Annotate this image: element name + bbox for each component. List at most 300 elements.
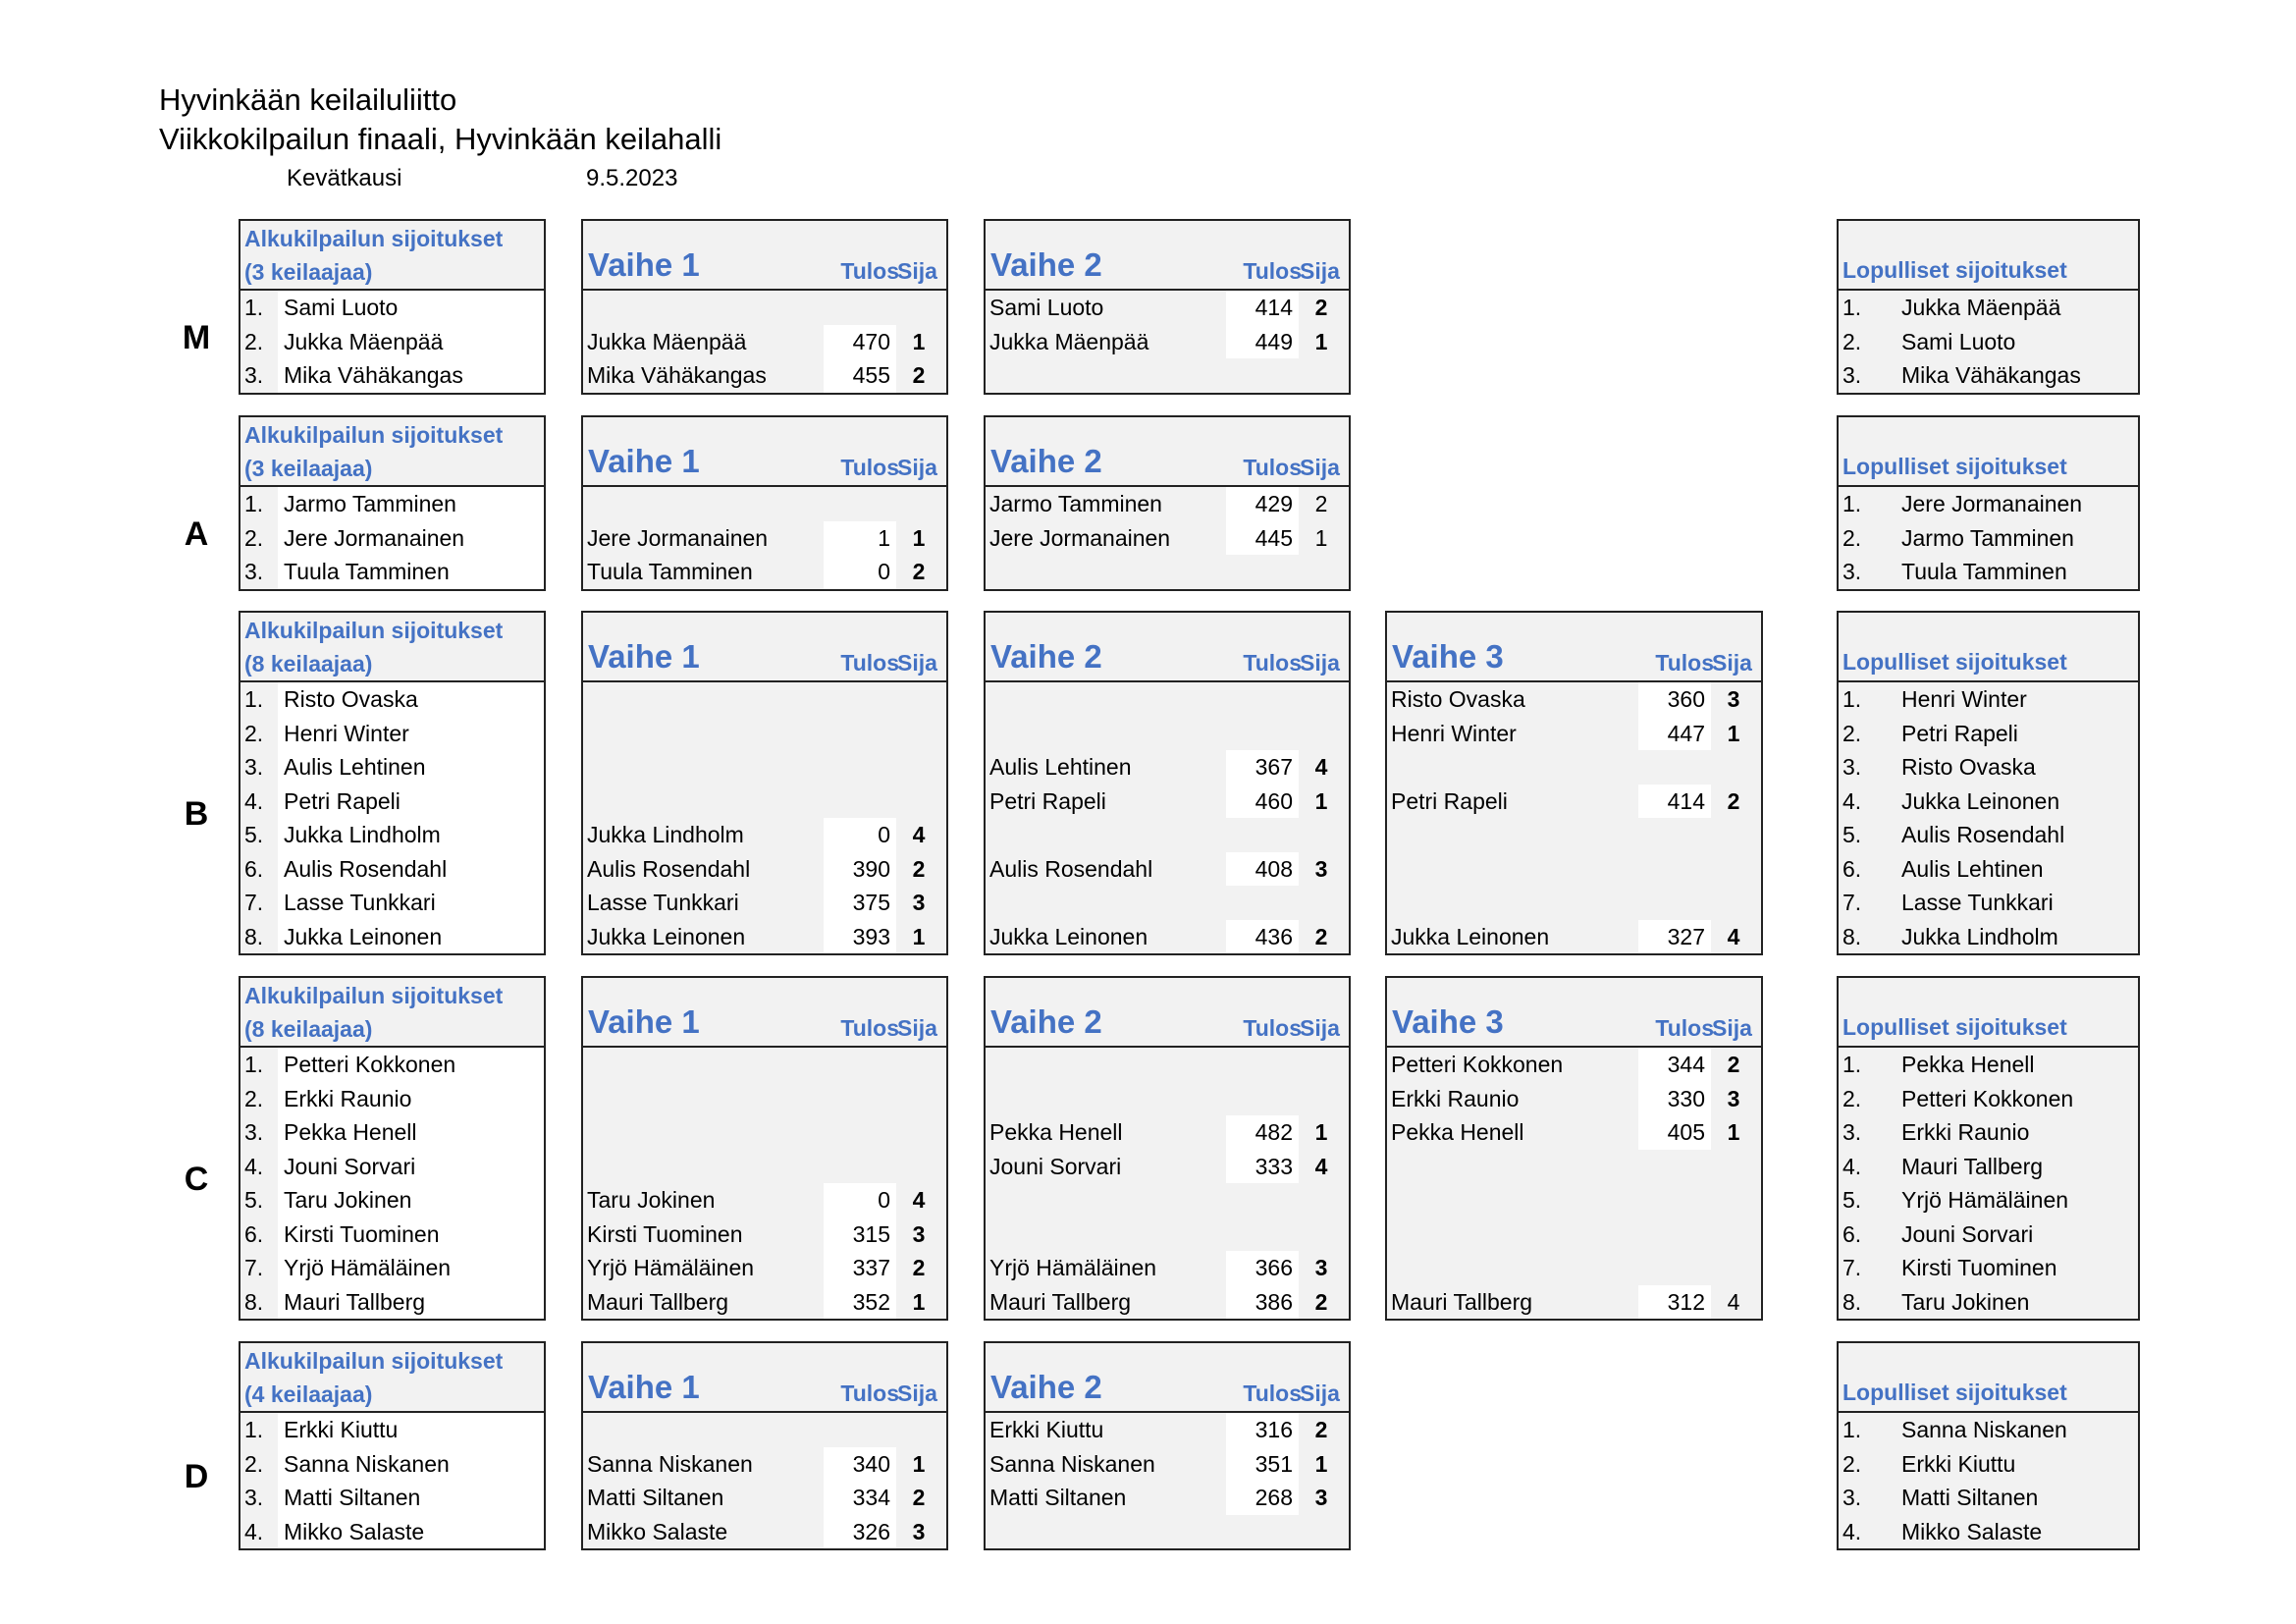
rank-value: 1 <box>1727 1119 1740 1145</box>
table-body <box>986 682 1349 953</box>
table-header <box>1387 978 1761 1048</box>
stage-2-table <box>984 611 1351 955</box>
table-row <box>1839 1150 2138 1184</box>
rank-value: 3 <box>1314 1485 1328 1510</box>
final-title: Lopulliset sijoitukset <box>1842 257 2067 283</box>
column-header-score: Tulos <box>1655 650 1714 676</box>
rank-value: 2 <box>1314 295 1328 320</box>
table-header <box>986 1343 1349 1413</box>
organization-title: Hyvinkään keilailuliitto <box>159 82 457 117</box>
stage-2-table <box>984 1341 1351 1550</box>
table-header <box>986 221 1349 291</box>
player-name: Petteri Kokkonen <box>1901 1085 2074 1111</box>
rank-number: 1. <box>244 491 264 516</box>
table-body <box>1839 682 2138 953</box>
category-label: B <box>184 795 209 833</box>
rank-value: 1 <box>912 1450 926 1477</box>
score-value: 390 <box>824 852 896 887</box>
score-value: 326 <box>824 1515 896 1549</box>
preliminary-rankings-table <box>239 219 546 395</box>
table-row <box>240 1150 544 1184</box>
table-row <box>986 487 1349 521</box>
rank-value: 1 <box>912 328 926 354</box>
score-value: 375 <box>824 886 896 920</box>
table-row <box>1839 555 2138 589</box>
table-row <box>583 818 946 852</box>
table-row <box>240 1082 544 1116</box>
final-title: Lopulliset sijoitukset <box>1842 1014 2067 1040</box>
stage-title: Vaihe 1 <box>588 1369 700 1405</box>
rank-number: 4. <box>1842 1153 1862 1179</box>
player-name: Aulis Rosendahl <box>284 855 448 882</box>
table-row <box>583 1285 946 1320</box>
score-value: 315 <box>824 1218 896 1252</box>
table-header <box>240 978 544 1048</box>
column-header-rank: Sija <box>1300 258 1340 284</box>
player-name: Sanna Niskanen <box>1901 1417 2067 1442</box>
rank-number: 6. <box>244 855 264 882</box>
player-name: Matti Siltanen <box>587 1485 724 1510</box>
rank-value: 1 <box>1314 524 1328 551</box>
score-value: 414 <box>1638 785 1711 819</box>
rank-number: 1. <box>1842 1417 1862 1442</box>
table-row <box>986 521 1349 556</box>
stage-1-table <box>581 976 948 1321</box>
player-name: Tuula Tamminen <box>284 559 450 584</box>
stage-2-table <box>984 415 1351 591</box>
rank-number: 6. <box>1842 855 1862 882</box>
rank-value: 1 <box>1314 1119 1328 1145</box>
table-body <box>240 682 544 953</box>
column-header-score: Tulos <box>840 650 899 676</box>
rank-number: 8. <box>1842 1288 1862 1315</box>
score-value: 268 <box>1226 1481 1299 1515</box>
final-rankings-table <box>1837 976 2140 1321</box>
stage-title: Vaihe 2 <box>990 443 1102 479</box>
table-body <box>1839 1048 2138 1319</box>
stage-title: Vaihe 1 <box>588 443 700 479</box>
table-row <box>583 1447 946 1482</box>
score-value: 366 <box>1226 1251 1299 1285</box>
player-name: Mikko Salaste <box>284 1518 425 1544</box>
player-name: Mika Vähäkangas <box>284 362 463 388</box>
table-row <box>583 920 946 954</box>
rank-value: 1 <box>912 1288 926 1315</box>
rank-number: 4. <box>244 1153 264 1179</box>
player-name: Erkki Raunio <box>284 1085 412 1111</box>
table-row <box>1839 785 2138 819</box>
table-row <box>583 886 946 920</box>
table-row <box>1839 682 2138 717</box>
player-name: Jukka Lindholm <box>587 822 744 847</box>
rank-number: 6. <box>1842 1220 1862 1247</box>
table-row <box>240 1481 544 1515</box>
preliminary-rankings-table <box>239 415 546 591</box>
rank-value: 2 <box>1727 1052 1740 1077</box>
table-row <box>240 750 544 785</box>
prelim-subtitle: (3 keilaajaa) <box>244 456 373 481</box>
table-row <box>240 1285 544 1320</box>
score-value: 312 <box>1638 1285 1711 1320</box>
prelim-subtitle: (8 keilaajaa) <box>244 651 373 677</box>
player-name: Aulis Lehtinen <box>989 754 1132 780</box>
player-name: Aulis Lehtinen <box>284 754 426 780</box>
score-value: 334 <box>824 1481 896 1515</box>
table-header <box>1839 221 2138 291</box>
player-name: Pekka Henell <box>989 1119 1123 1145</box>
rank-number: 6. <box>244 1220 264 1247</box>
score-value: 367 <box>1226 750 1299 785</box>
column-header-rank: Sija <box>1300 1015 1340 1041</box>
player-name: Erkki Kiuttu <box>284 1417 399 1442</box>
score-value: 460 <box>1226 785 1299 819</box>
table-row <box>583 1218 946 1252</box>
player-name: Jere Jormanainen <box>1901 491 2083 516</box>
score-value: 447 <box>1638 717 1711 751</box>
table-row <box>986 1115 1349 1150</box>
score-value: 333 <box>1226 1150 1299 1184</box>
final-rankings-table <box>1837 611 2140 955</box>
prelim-subtitle: (8 keilaajaa) <box>244 1016 373 1042</box>
table-row <box>583 521 946 556</box>
table-row <box>240 1183 544 1218</box>
table-row <box>1839 886 2138 920</box>
rank-value: 4 <box>1727 1288 1740 1315</box>
table-header <box>583 1343 946 1413</box>
table-row <box>1839 1285 2138 1320</box>
player-name: Lasse Tunkkari <box>284 890 436 915</box>
rank-value: 1 <box>1314 787 1328 814</box>
rank-value: 1 <box>912 923 926 949</box>
player-name: Jere Jormanainen <box>284 524 465 551</box>
player-name: Mauri Tallberg <box>587 1288 729 1315</box>
rank-value: 1 <box>1314 328 1328 354</box>
table-row <box>240 717 544 751</box>
rank-value: 1 <box>912 524 926 551</box>
player-name: Matti Siltanen <box>989 1485 1127 1510</box>
rank-number: 2. <box>244 720 264 746</box>
table-body <box>1387 1048 1761 1319</box>
category-label: A <box>184 514 209 553</box>
table-row <box>240 1251 544 1285</box>
rank-number: 2. <box>1842 720 1862 746</box>
column-header-rank: Sija <box>897 650 937 676</box>
table-row <box>1387 920 1761 954</box>
rank-number: 3. <box>244 362 264 388</box>
player-name: Jarmo Tamminen <box>1901 524 2074 551</box>
table-row <box>1387 1048 1761 1082</box>
rank-number: 1. <box>244 1417 264 1442</box>
rank-number: 7. <box>1842 890 1862 915</box>
final-rankings-table <box>1837 1341 2140 1550</box>
table-row <box>1839 920 2138 954</box>
column-header-score: Tulos <box>1655 1015 1714 1041</box>
rank-value: 4 <box>912 822 926 847</box>
table-header <box>583 613 946 682</box>
stage-title: Vaihe 2 <box>990 1003 1102 1040</box>
table-row <box>986 785 1349 819</box>
player-name: Yrjö Hämäläinen <box>284 1255 452 1280</box>
table-row <box>240 1048 544 1082</box>
player-name: Jarmo Tamminen <box>284 491 456 516</box>
table-body <box>986 291 1349 393</box>
score-value: 337 <box>824 1251 896 1285</box>
player-name: Sanna Niskanen <box>587 1450 753 1477</box>
player-name: Matti Siltanen <box>1901 1485 2039 1510</box>
rank-number: 2. <box>1842 328 1862 354</box>
rank-value: 2 <box>912 362 926 388</box>
table-row <box>986 1285 1349 1320</box>
category-label: C <box>184 1161 209 1198</box>
table-row <box>986 325 1349 359</box>
final-title: Lopulliset sijoitukset <box>1842 454 2067 479</box>
table-row <box>240 1413 544 1447</box>
rank-number: 2. <box>244 524 264 551</box>
rank-number: 2. <box>1842 524 1862 551</box>
table-row <box>1839 1048 2138 1082</box>
table-row <box>1387 785 1761 819</box>
table-row <box>240 852 544 887</box>
table-row <box>1387 717 1761 751</box>
table-row <box>1387 682 1761 717</box>
player-name: Erkki Kiuttu <box>1901 1450 2016 1477</box>
table-row <box>583 852 946 887</box>
column-header-rank: Sija <box>1712 1015 1752 1041</box>
player-name: Petri Rapeli <box>989 787 1106 814</box>
rank-value: 4 <box>1727 923 1740 949</box>
player-name: Jukka Leinonen <box>1901 787 2060 814</box>
table-row <box>1839 1413 2138 1447</box>
stage-2-table <box>984 976 1351 1321</box>
season-label: Kevätkausi <box>287 165 402 191</box>
player-name: Kirsti Tuominen <box>284 1220 440 1247</box>
table-row <box>583 1481 946 1515</box>
rank-value: 1 <box>1314 1450 1328 1477</box>
prelim-subtitle: (3 keilaajaa) <box>244 259 373 285</box>
table-row <box>1839 487 2138 521</box>
table-body <box>240 1048 544 1319</box>
score-value: 470 <box>824 325 896 359</box>
table-row <box>583 325 946 359</box>
player-name: Mika Vähäkangas <box>587 362 767 388</box>
score-value: 405 <box>1638 1115 1711 1150</box>
table-header <box>1839 613 2138 682</box>
score-value: 352 <box>824 1285 896 1320</box>
player-name: Yrjö Hämäläinen <box>587 1255 755 1280</box>
score-value: 0 <box>824 818 896 852</box>
table-row <box>583 358 946 393</box>
table-header <box>1839 978 2138 1048</box>
player-name: Tuula Tamminen <box>1901 559 2067 584</box>
stage-3-table <box>1385 976 1763 1321</box>
player-name: Taru Jokinen <box>284 1187 412 1213</box>
table-header <box>240 613 544 682</box>
player-name: Aulis Rosendahl <box>1901 822 2065 847</box>
player-name: Petteri Kokkonen <box>1391 1052 1564 1077</box>
score-value: 445 <box>1226 521 1299 556</box>
player-name: Mikko Salaste <box>1901 1518 2043 1544</box>
score-value: 344 <box>1638 1048 1711 1082</box>
stage-title: Vaihe 1 <box>588 246 700 283</box>
score-value: 360 <box>1638 682 1711 717</box>
event-title: Viikkokilpailun finaali, Hyvinkään keilahalli <box>159 122 722 156</box>
table-body <box>583 291 946 393</box>
player-name: Mauri Tallberg <box>284 1288 426 1315</box>
table-row <box>240 1115 544 1150</box>
player-name: Pekka Henell <box>1901 1052 2035 1077</box>
table-row <box>240 521 544 556</box>
rank-value: 2 <box>1314 1417 1328 1442</box>
table-body <box>240 291 544 393</box>
column-header-score: Tulos <box>1243 258 1302 284</box>
table-header <box>240 1343 544 1413</box>
table-row <box>1839 1515 2138 1549</box>
rank-value: 3 <box>1314 1255 1328 1280</box>
rank-number: 5. <box>1842 822 1862 847</box>
score-value: 1 <box>824 521 896 556</box>
stage-title: Vaihe 3 <box>1392 1003 1504 1040</box>
table-row <box>1839 1447 2138 1482</box>
preliminary-rankings-table <box>239 611 546 955</box>
player-name: Matti Siltanen <box>284 1485 421 1510</box>
rank-value: 2 <box>1314 491 1328 516</box>
table-header <box>240 417 544 487</box>
player-name: Mikko Salaste <box>587 1518 728 1544</box>
stage-title: Vaihe 2 <box>990 638 1102 675</box>
score-value: 482 <box>1226 1115 1299 1150</box>
table-row <box>1387 1285 1761 1320</box>
table-row <box>240 886 544 920</box>
rank-value: 3 <box>1314 855 1328 882</box>
table-row <box>1839 717 2138 751</box>
table-header <box>583 978 946 1048</box>
table-body <box>1839 487 2138 589</box>
player-name: Jukka Lindholm <box>1901 923 2058 949</box>
player-name: Lasse Tunkkari <box>587 890 739 915</box>
rank-number: 1. <box>1842 1052 1862 1077</box>
rank-number: 1. <box>1842 491 1862 516</box>
rank-number: 4. <box>244 1518 264 1544</box>
table-row <box>240 358 544 393</box>
player-name: Henri Winter <box>1391 720 1517 746</box>
table-row <box>986 1447 1349 1482</box>
rank-number: 5. <box>1842 1187 1862 1213</box>
rank-number: 2. <box>244 1085 264 1111</box>
final-title: Lopulliset sijoitukset <box>1842 1380 2067 1405</box>
column-header-score: Tulos <box>840 258 899 284</box>
table-row <box>240 487 544 521</box>
table-header <box>240 221 544 291</box>
rank-value: 4 <box>912 1187 926 1213</box>
table-row <box>1839 852 2138 887</box>
rank-number: 7. <box>244 890 264 915</box>
rank-value: 4 <box>1314 754 1328 780</box>
rank-number: 1. <box>244 1052 264 1077</box>
table-row <box>583 1515 946 1549</box>
player-name: Jukka Lindholm <box>284 822 441 847</box>
table-body <box>1839 1413 2138 1548</box>
stage-title: Vaihe 1 <box>588 638 700 675</box>
player-name: Kirsti Tuominen <box>587 1220 743 1247</box>
column-header-rank: Sija <box>897 1380 937 1406</box>
player-name: Sami Luoto <box>989 295 1104 320</box>
rank-number: 3. <box>1842 362 1862 388</box>
player-name: Petri Rapeli <box>1901 720 2018 746</box>
player-name: Sami Luoto <box>1901 328 2016 354</box>
rank-number: 3. <box>1842 754 1862 780</box>
column-header-rank: Sija <box>897 258 937 284</box>
category-label: D <box>184 1458 209 1495</box>
rank-number: 1. <box>244 295 264 320</box>
table-header <box>986 417 1349 487</box>
player-name: Risto Ovaska <box>1391 686 1525 712</box>
column-header-score: Tulos <box>1243 650 1302 676</box>
column-header-rank: Sija <box>897 455 937 480</box>
table-header <box>583 417 946 487</box>
score-value: 436 <box>1226 920 1299 954</box>
score-value: 0 <box>824 555 896 589</box>
score-value: 327 <box>1638 920 1711 954</box>
table-row <box>583 555 946 589</box>
player-name: Pekka Henell <box>284 1119 417 1145</box>
table-row <box>986 750 1349 785</box>
stage-title: Vaihe 3 <box>1392 638 1504 675</box>
player-name: Risto Ovaska <box>1901 754 2036 780</box>
score-value: 429 <box>1226 487 1299 521</box>
table-header <box>1839 1343 2138 1413</box>
rank-number: 3. <box>1842 1485 1862 1510</box>
rank-number: 1. <box>1842 295 1862 320</box>
rank-number: 1. <box>244 686 264 712</box>
table-row <box>1387 1082 1761 1116</box>
table-row <box>240 785 544 819</box>
rank-number: 2. <box>244 328 264 354</box>
table-row <box>240 1218 544 1252</box>
table-row <box>1839 291 2138 325</box>
table-row <box>1387 1115 1761 1150</box>
rank-value: 2 <box>912 559 926 584</box>
player-name: Pekka Henell <box>1391 1119 1524 1145</box>
player-name: Petri Rapeli <box>284 787 400 814</box>
stage-2-table <box>984 219 1351 395</box>
stage-1-table <box>581 1341 948 1550</box>
rank-number: 3. <box>244 1119 264 1145</box>
column-header-rank: Sija <box>897 1015 937 1041</box>
player-name: Mauri Tallberg <box>1901 1153 2044 1179</box>
player-name: Jouni Sorvari <box>1901 1220 2034 1247</box>
player-name: Taru Jokinen <box>587 1187 716 1213</box>
player-name: Jukka Leinonen <box>587 923 746 949</box>
player-name: Tuula Tamminen <box>587 559 753 584</box>
rank-number: 1. <box>1842 686 1862 712</box>
rank-number: 3. <box>244 559 264 584</box>
rank-number: 5. <box>244 822 264 847</box>
column-header-score: Tulos <box>1243 1380 1302 1406</box>
player-name: Lasse Tunkkari <box>1901 890 2054 915</box>
table-row <box>986 1481 1349 1515</box>
prelim-title: Alkukilpailun sijoitukset <box>244 422 504 448</box>
column-header-rank: Sija <box>1300 650 1340 676</box>
table-body <box>583 487 946 589</box>
rank-value: 2 <box>1314 1288 1328 1315</box>
table-row <box>1839 1218 2138 1252</box>
player-name: Jere Jormanainen <box>989 524 1171 551</box>
column-header-score: Tulos <box>1243 1015 1302 1041</box>
player-name: Yrjö Hämäläinen <box>989 1255 1157 1280</box>
score-value: 330 <box>1638 1082 1711 1116</box>
table-row <box>1839 521 2138 556</box>
player-name: Sanna Niskanen <box>284 1450 450 1477</box>
